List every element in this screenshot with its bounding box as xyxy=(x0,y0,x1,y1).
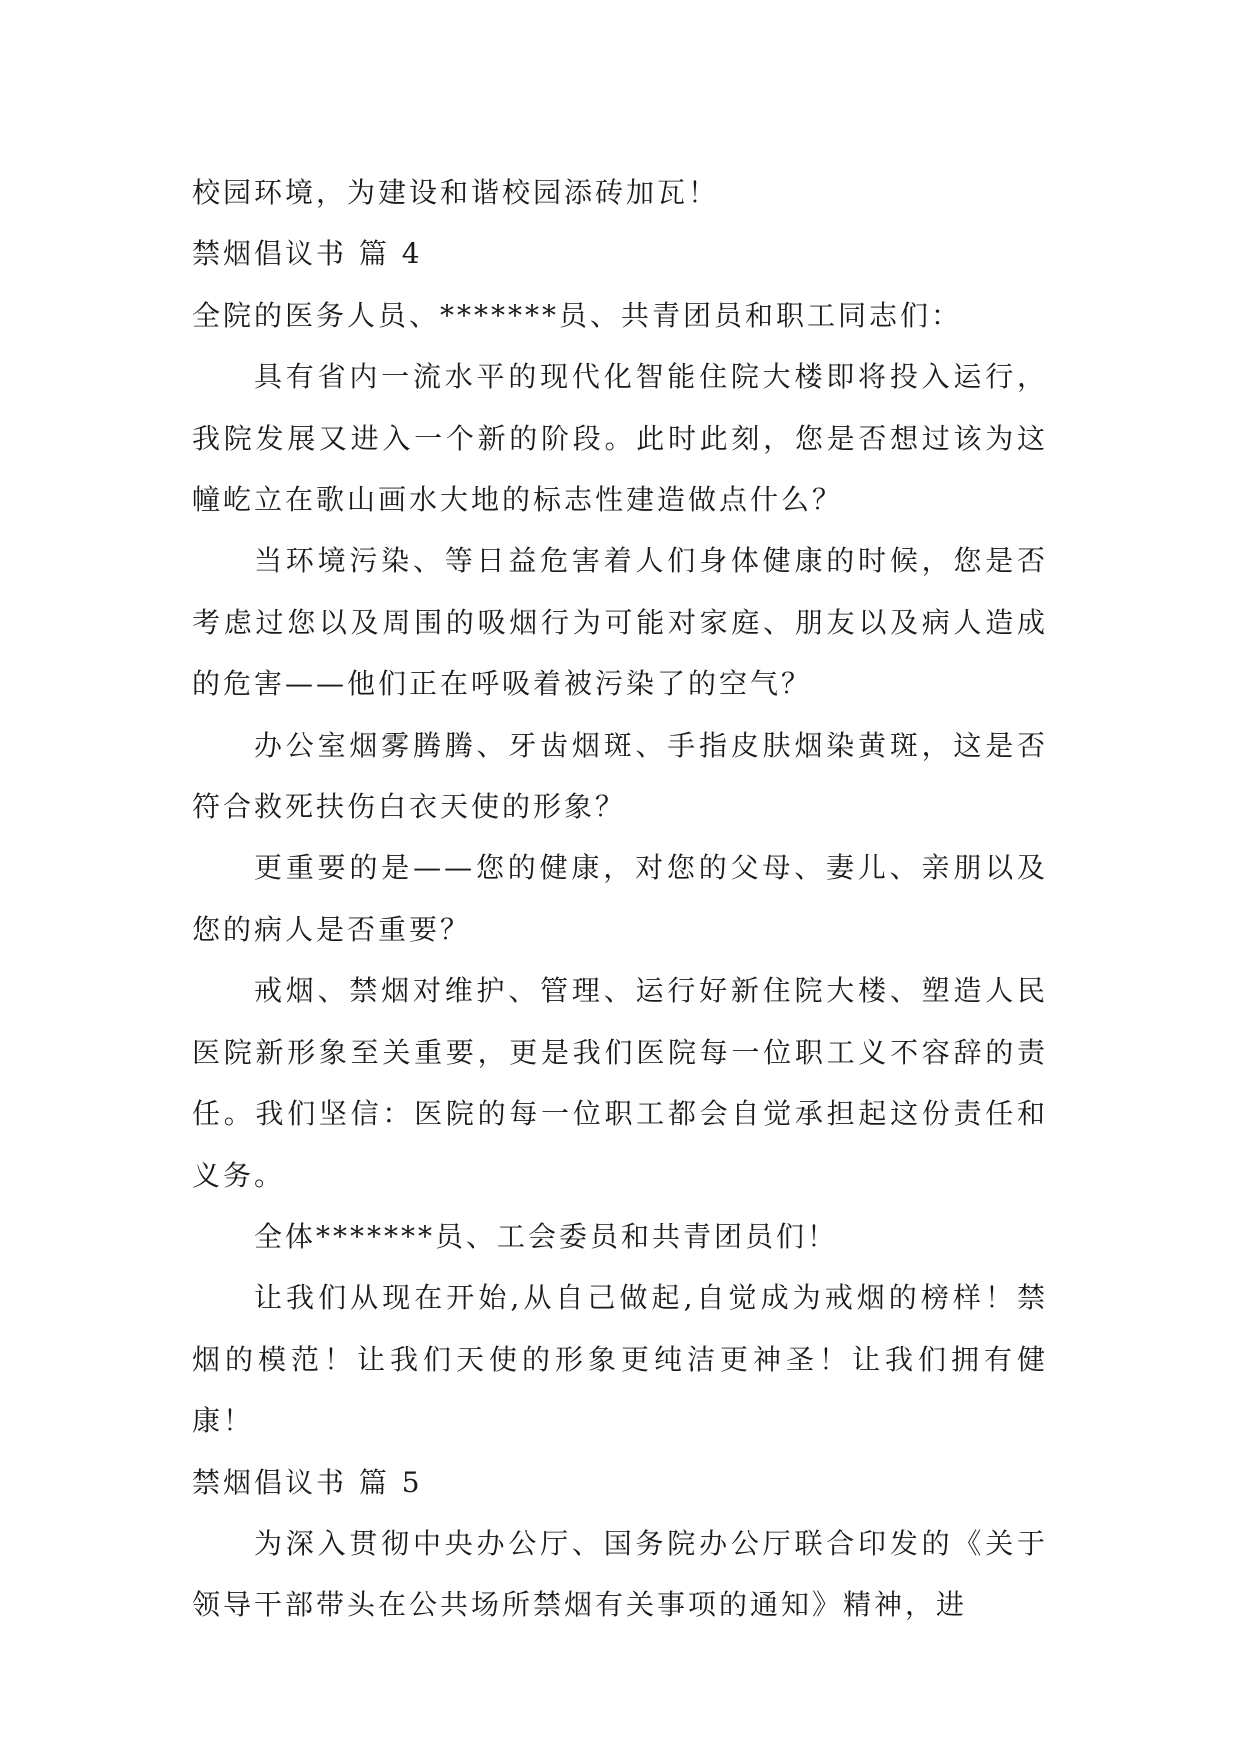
paragraph: 办公室烟雾腾腾、牙齿烟斑、手指皮肤烟染黄斑，这是否符合救死扶伤白衣天使的形象？ xyxy=(192,728,1048,824)
paragraph: 全体*******员、工会委员和共青团员们！ xyxy=(254,1219,839,1253)
paragraph: 具有省内一流水平的现代化智能住院大楼即将投入运行，我院发展又进入一个新的阶段。此时此刻，您是否想过该为这幢屹立在歌山画水大地的标志性建造做点什么？ xyxy=(192,360,1048,517)
section-heading-5: 禁烟倡议书 篇 5 xyxy=(192,1465,423,1499)
paragraph: 让我们从现在开始,从自己做起,自觉成为戒烟的榜样！禁烟的模范！让我们天使的形象更纯洁更神圣！让我们拥有健康！ xyxy=(192,1281,1048,1438)
paragraph: 更重要的是——您的健康，对您的父母、妻儿、亲朋以及您的病人是否重要？ xyxy=(192,851,1048,946)
paragraph-continuation: 校园环境，为建设和谐校园添砖加瓦！ xyxy=(192,176,720,209)
section-heading-4: 禁烟倡议书 篇 4 xyxy=(192,237,423,271)
paragraph: 为深入贯彻中央办公厅、国务院办公厅联合印发的《关于领导干部带头在公共场所禁烟有关事项的通知》精神，进 xyxy=(192,1526,1048,1622)
document-body xyxy=(192,162,1048,1636)
salutation: 全院的医务人员、*******员、共青团员和职工同志们： xyxy=(192,298,963,332)
paragraph: 当环境污染、等日益危害着人们身体健康的时候，您是否考虑过您以及周围的吸烟行为可能对家庭、朋友以及病人造成的危害——他们正在呼吸着被污染了的空气？ xyxy=(192,544,1048,701)
paragraph: 戒烟、禁烟对维护、管理、运行好新住院大楼、塑造人民医院新形象至关重要，更是我们医院每一位职工义不容辞的责任。我们坚信：医院的每一位职工都会自觉承担起这份责任和义务。 xyxy=(192,974,1048,1192)
